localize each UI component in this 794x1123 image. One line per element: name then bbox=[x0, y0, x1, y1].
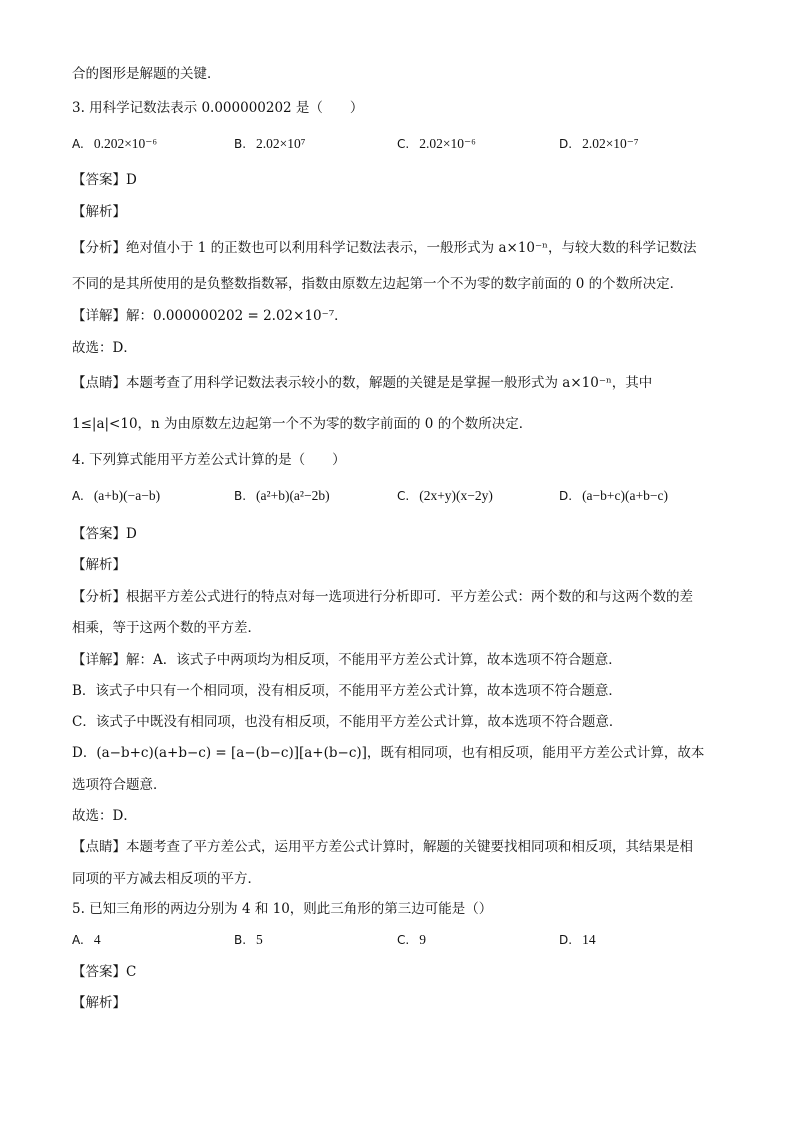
option-value: (2x+y)(x−2y) bbox=[419, 488, 493, 503]
option-value: 5 bbox=[256, 932, 263, 947]
option-value: 4 bbox=[93, 932, 101, 947]
q4-stem: 4. 下列算式能用平方差公式计算的是（ ） bbox=[72, 452, 346, 468]
q5-answer: 【答案】C bbox=[72, 964, 137, 980]
q4-analysis-1: 【分析】根据平方差公式进行的特点对每一选项进行分析即可．平方差公式：两个数的和与这两个数的差 bbox=[72, 589, 693, 605]
q3-option-a bbox=[72, 134, 157, 154]
q3-analysis-2: 不同的是其所使用的是负整数指数幂，指数由原数左边起第一个不为零的数字前面的 0 的个数所决定． bbox=[72, 276, 684, 292]
option-label: B. bbox=[234, 489, 247, 503]
q5-option-a bbox=[72, 930, 101, 950]
option-label: A. bbox=[72, 489, 84, 503]
q5-stem: 5. 已知三角形的两边分别为 4 和 10，则此三角形的第三边可能是（） bbox=[72, 901, 493, 917]
q4-detail-d1: D．(a−b+c)(a+b−c) = [a−(b−c)][a+(b−c)]，既有相同项，也有相反项，能用平方差公式计算，故本 bbox=[72, 745, 705, 761]
q3-analysis-1: 【分析】绝对值小于 1 的正数也可以利用科学记数法表示，一般形式为 a×10⁻ⁿ，与较大数的科学记数法 bbox=[72, 240, 697, 256]
option-label: B. bbox=[234, 933, 247, 947]
q3-jiexi-heading: 【解析】 bbox=[72, 204, 126, 220]
q4-comment-2: 同项的平方减去相反项的平方． bbox=[72, 871, 261, 887]
q4-detail-d2: 选项符合题意． bbox=[72, 777, 167, 793]
option-value: (a+b)(−a−b) bbox=[93, 488, 161, 503]
q3-option-b bbox=[234, 134, 306, 154]
q3-option-d bbox=[559, 134, 639, 154]
q5-option-c bbox=[397, 930, 426, 950]
q4-choice: 故选：D． bbox=[72, 808, 137, 824]
q3-choice: 故选：D． bbox=[72, 340, 137, 356]
q4-answer: 【答案】D bbox=[72, 526, 137, 542]
option-value: 2.02×10⁻⁷ bbox=[582, 136, 639, 151]
option-value: (a−b+c)(a+b−c) bbox=[582, 488, 668, 503]
option-label: A. bbox=[72, 137, 84, 151]
option-value: 2.02×10⁻⁶ bbox=[419, 136, 476, 151]
q3-detail: 【详解】解：0.000000202 = 2.02×10⁻⁷． bbox=[72, 308, 348, 324]
option-label: C. bbox=[397, 489, 410, 503]
q4-jiexi-heading: 【解析】 bbox=[72, 557, 126, 573]
q4-detail-c: C．该式子中既没有相同项，也没有相反项，不能用平方差公式计算，故本选项不符合题意． bbox=[72, 714, 623, 730]
option-label: D. bbox=[559, 489, 573, 503]
q4-option-a bbox=[72, 486, 160, 506]
q5-option-b bbox=[234, 930, 263, 950]
continuation-line: 合的图形是解题的关键． bbox=[72, 66, 221, 82]
q3-option-c bbox=[397, 134, 476, 154]
q4-detail-b: B．该式子中只有一个相同项，没有相反项，不能用平方差公式计算，故本选项不符合题意． bbox=[72, 683, 622, 699]
option-label: A. bbox=[72, 933, 84, 947]
option-label: C. bbox=[397, 137, 410, 151]
q5-jiexi-heading: 【解析】 bbox=[72, 995, 126, 1011]
option-label: C. bbox=[397, 933, 410, 947]
q4-option-d bbox=[559, 486, 668, 506]
q3-comment-1: 【点睛】本题考查了用科学记数法表示较小的数，解题的关键是是掌握一般形式为 a×10⁻ⁿ，其中 bbox=[72, 375, 653, 391]
option-value: 9 bbox=[419, 932, 426, 947]
q3-answer: 【答案】D bbox=[72, 172, 137, 188]
q3-stem: 3. 用科学记数法表示 0.000000202 是（ ） bbox=[72, 100, 364, 116]
option-label: D. bbox=[559, 933, 573, 947]
option-label: B. bbox=[234, 137, 247, 151]
q3-comment-2: 1≤|a|<10，n 为由原数左边起第一个不为零的数字前面的 0 的个数所决定． bbox=[72, 416, 533, 432]
option-value: 0.202×10⁻⁶ bbox=[93, 136, 158, 151]
option-value: (a²+b)(a²−2b) bbox=[256, 488, 330, 503]
q4-analysis-2: 相乘，等于这两个数的平方差． bbox=[72, 620, 261, 636]
q4-option-b bbox=[234, 486, 330, 506]
option-label: D. bbox=[559, 137, 573, 151]
q4-option-c bbox=[397, 486, 493, 506]
option-value: 14 bbox=[582, 932, 596, 947]
q5-option-d bbox=[559, 930, 596, 950]
q4-comment-1: 【点睛】本题考查了平方差公式，运用平方差公式计算时，解题的关键要找相同项和相反项，其结果是相 bbox=[72, 839, 693, 855]
option-value: 2.02×10⁷ bbox=[256, 136, 306, 151]
q4-detail-a: 【详解】解：A．该式子中两项均为相反项，不能用平方差公式计算，故本选项不符合题意． bbox=[72, 652, 622, 668]
